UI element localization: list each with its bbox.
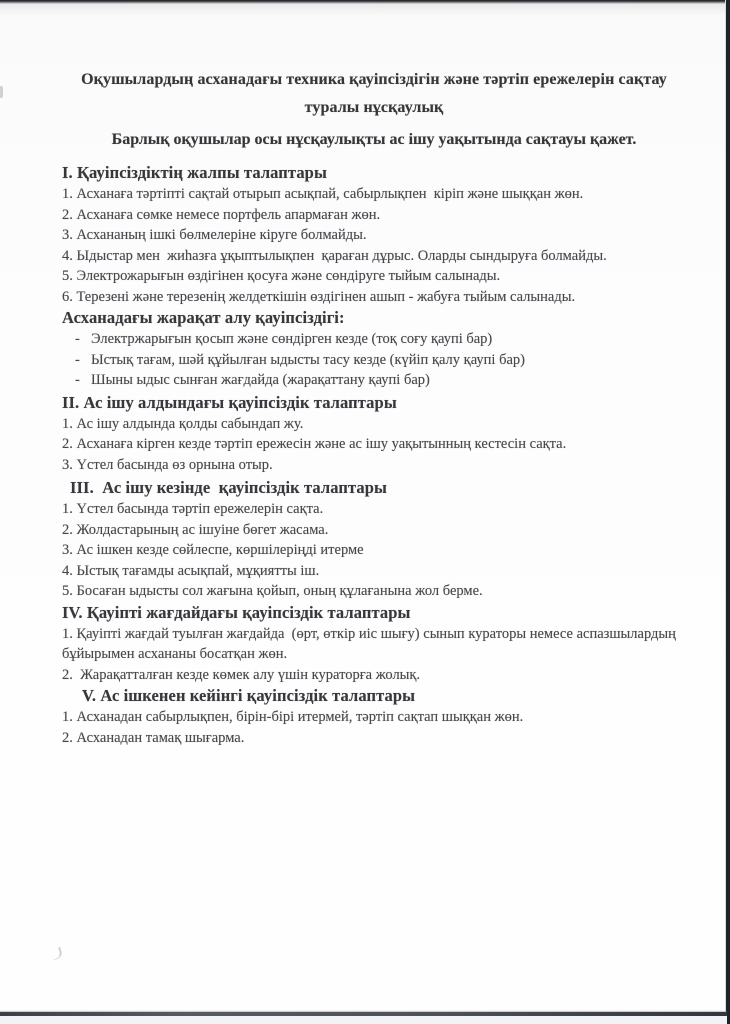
section-heading-after-eating: V. Ас ішкенен кейінгі қауіпсіздік талаптары xyxy=(82,686,416,705)
list-item-text: Ыстық тағам, шәй құйылған ыдысты тасу кезде (күйіп қалу қаупі бар) xyxy=(91,351,525,368)
list-item: 2. Жарақатталған кезде көмек алу үшін кураторға жолық. xyxy=(62,666,421,683)
section-after-eating xyxy=(62,685,686,748)
title-line-2: туралы нұсқаулық xyxy=(304,99,444,116)
list-item xyxy=(62,370,686,391)
list-item: 2. Асханаға кірген кезде тәртіп ережесін және ас ішу уақытынның кестесін сақта. xyxy=(62,436,567,452)
list-item: 2. Асханадан тамақ шығарма. xyxy=(62,729,245,746)
list-item-text: Электржарығын қосып және сөндірген кезде (тоқ соғу қаупі бар) xyxy=(91,331,493,347)
section-heading-dangerous-situations: IV. Қауіпті жағдайдағы қауіпсіздік талаптары xyxy=(62,602,411,622)
dash-bullet: - xyxy=(75,351,80,368)
scan-top-edge xyxy=(0,0,730,16)
list-item: 4. Ыдыстар мен жиһазға ұқыптылықпен қараған дұрыс. Оларды сындыруға болмайды. xyxy=(62,247,607,264)
list-item: 3. Үстел басында өз орнына отыр. xyxy=(62,456,273,473)
document-subtitle: Барлық оқушылар осы нұсқаулықты ас ішу уақытында сақтауы қажет. xyxy=(111,131,637,148)
list-item: 2. Асханаға сөмке немесе портфель апармаған жөн. xyxy=(62,206,381,223)
section-before-eating xyxy=(62,392,686,476)
section-heading-injury-risks: Асханадағы жарақат алу қауіпсіздігі: xyxy=(62,308,345,327)
list-item xyxy=(62,350,686,371)
scan-artifact-smudge xyxy=(51,947,64,961)
section-dangerous-situations xyxy=(62,602,686,686)
dash-bullet: - xyxy=(75,331,80,347)
list-item: 1. Үстел басында тәртіп ережелерін сақта. xyxy=(62,501,324,517)
list-item: 1. Ас ішу алдында қолды сабындап жу. xyxy=(62,415,304,432)
list-item: 3. Асхананың ішкі бөлмелеріне кіруге болмайды. xyxy=(62,227,367,243)
section-general-safety-requirements xyxy=(62,162,686,307)
dash-bullet: - xyxy=(75,372,80,388)
section-heading-before-eating: II. Ас ішу алдындағы қауіпсіздік талаптары xyxy=(62,392,397,412)
section-while-eating xyxy=(62,477,686,602)
list-item: 3. Ас ішкен кезде сөйлеспе, көршілеріңді итерме xyxy=(62,542,364,558)
list-item: 1. Асханаға тәртіпті сақтай отырып асықпай, сабырлықпен кіріп және шыққан жөн. xyxy=(62,186,584,202)
list-item: 6. Терезені және терезенің желдеткішін өздігінен ашып - жабуға тыйым салынады. xyxy=(62,288,576,305)
section-injury-risks xyxy=(62,307,686,391)
list-item: 2. Жолдастарының ас ішуіне бөгет жасама. xyxy=(62,521,329,538)
title-line-1: Оқушылардың асханадағы техника қауіпсіздігін және тәртіп ережелерін сақтау xyxy=(81,71,667,88)
document-content xyxy=(62,66,686,748)
scan-bottom-strip xyxy=(0,1016,727,1024)
list-item: 5. Электрожарығын өздігінен қосуға және сөндіруге тыйым салынады. xyxy=(62,268,501,284)
list-item-text: Шыны ыдыс сынған жағдайда (жарақаттану қаупі бар) xyxy=(91,372,430,388)
list-item: 4. Ыстық тағамды асықпай, мұқиятты іш. xyxy=(62,562,320,579)
list-item xyxy=(62,329,686,350)
scan-right-edge xyxy=(725,0,730,1024)
section-heading-general: I. Қауіпсіздіктің жалпы талаптары xyxy=(62,163,327,182)
list-item: 5. Босаған ыдысты сол жағына қойып, оның құлағанына жол берме. xyxy=(62,583,483,599)
document-title xyxy=(62,66,686,122)
scan-artifact-left-tick xyxy=(0,86,3,98)
section-heading-while-eating: III. Ас ішу кезінде қауіпсіздік талаптары xyxy=(70,478,388,497)
list-item: 1. Асханадан сабырлықпен, бірін-бірі итермей, тәртіп сақтап шыққан жөн. xyxy=(62,709,524,725)
list-item: 1. Қауіпті жағдай туылған жағдайда (өрт, өткір иіс шығу) сынып кураторы немесе аспазшылардың бұйырымен асхананы босатқан жөн. xyxy=(62,625,680,662)
